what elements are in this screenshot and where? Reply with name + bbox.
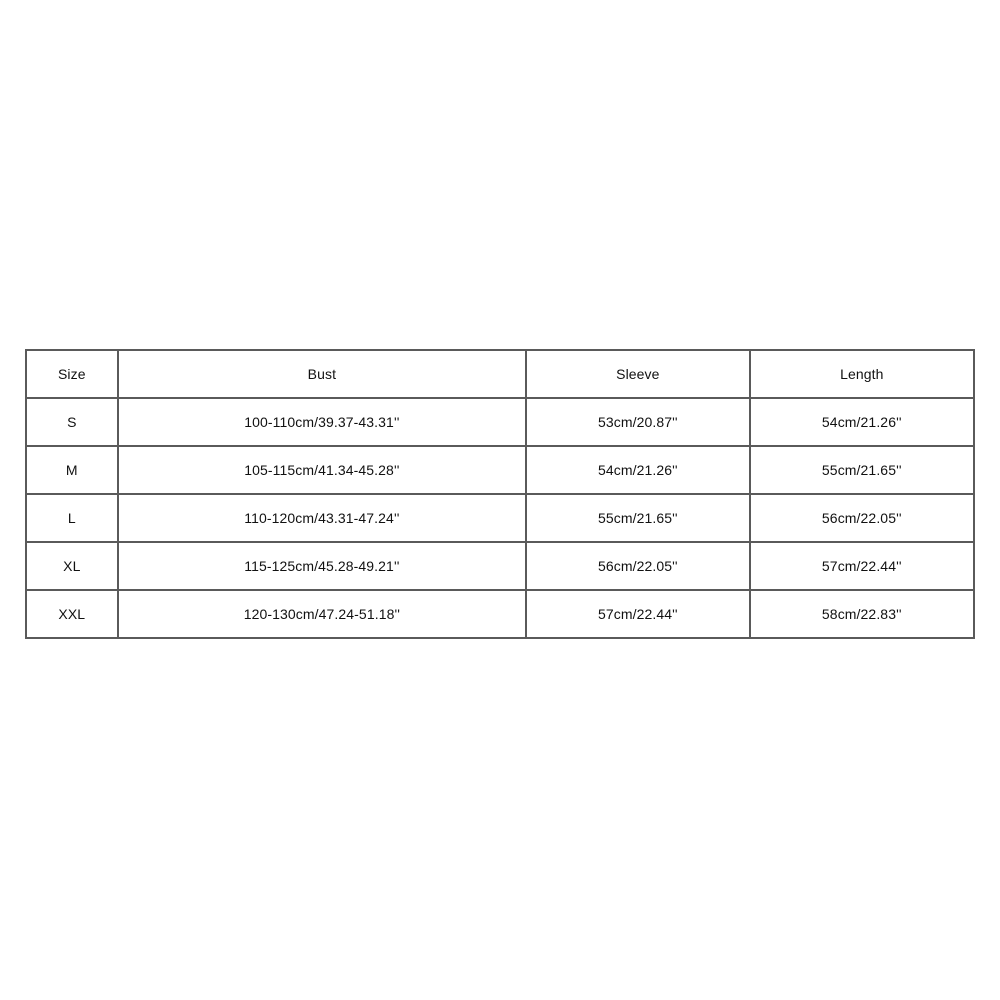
header-bust: Bust xyxy=(118,350,527,398)
header-size: Size xyxy=(26,350,118,398)
cell-bust: 110-120cm/43.31-47.24'' xyxy=(118,494,527,542)
cell-sleeve: 56cm/22.05'' xyxy=(526,542,749,590)
cell-bust: 115-125cm/45.28-49.21'' xyxy=(118,542,527,590)
cell-size: M xyxy=(26,446,118,494)
cell-size: S xyxy=(26,398,118,446)
cell-sleeve: 55cm/21.65'' xyxy=(526,494,749,542)
table-row xyxy=(26,398,974,446)
table-row xyxy=(26,494,974,542)
cell-bust: 120-130cm/47.24-51.18'' xyxy=(118,590,527,638)
cell-sleeve: 53cm/20.87'' xyxy=(526,398,749,446)
size-chart-table xyxy=(25,349,975,639)
cell-sleeve: 57cm/22.44'' xyxy=(526,590,749,638)
table-header-row xyxy=(26,350,974,398)
cell-length: 55cm/21.65'' xyxy=(750,446,974,494)
table-row xyxy=(26,542,974,590)
cell-sleeve: 54cm/21.26'' xyxy=(526,446,749,494)
header-sleeve: Sleeve xyxy=(526,350,749,398)
cell-length: 58cm/22.83'' xyxy=(750,590,974,638)
cell-bust: 100-110cm/39.37-43.31'' xyxy=(118,398,527,446)
cell-bust: 105-115cm/41.34-45.28'' xyxy=(118,446,527,494)
table-row xyxy=(26,590,974,638)
table-row xyxy=(26,446,974,494)
cell-size: XL xyxy=(26,542,118,590)
cell-length: 54cm/21.26'' xyxy=(750,398,974,446)
header-length: Length xyxy=(750,350,974,398)
cell-size: L xyxy=(26,494,118,542)
cell-length: 56cm/22.05'' xyxy=(750,494,974,542)
cell-size: XXL xyxy=(26,590,118,638)
cell-length: 57cm/22.44'' xyxy=(750,542,974,590)
